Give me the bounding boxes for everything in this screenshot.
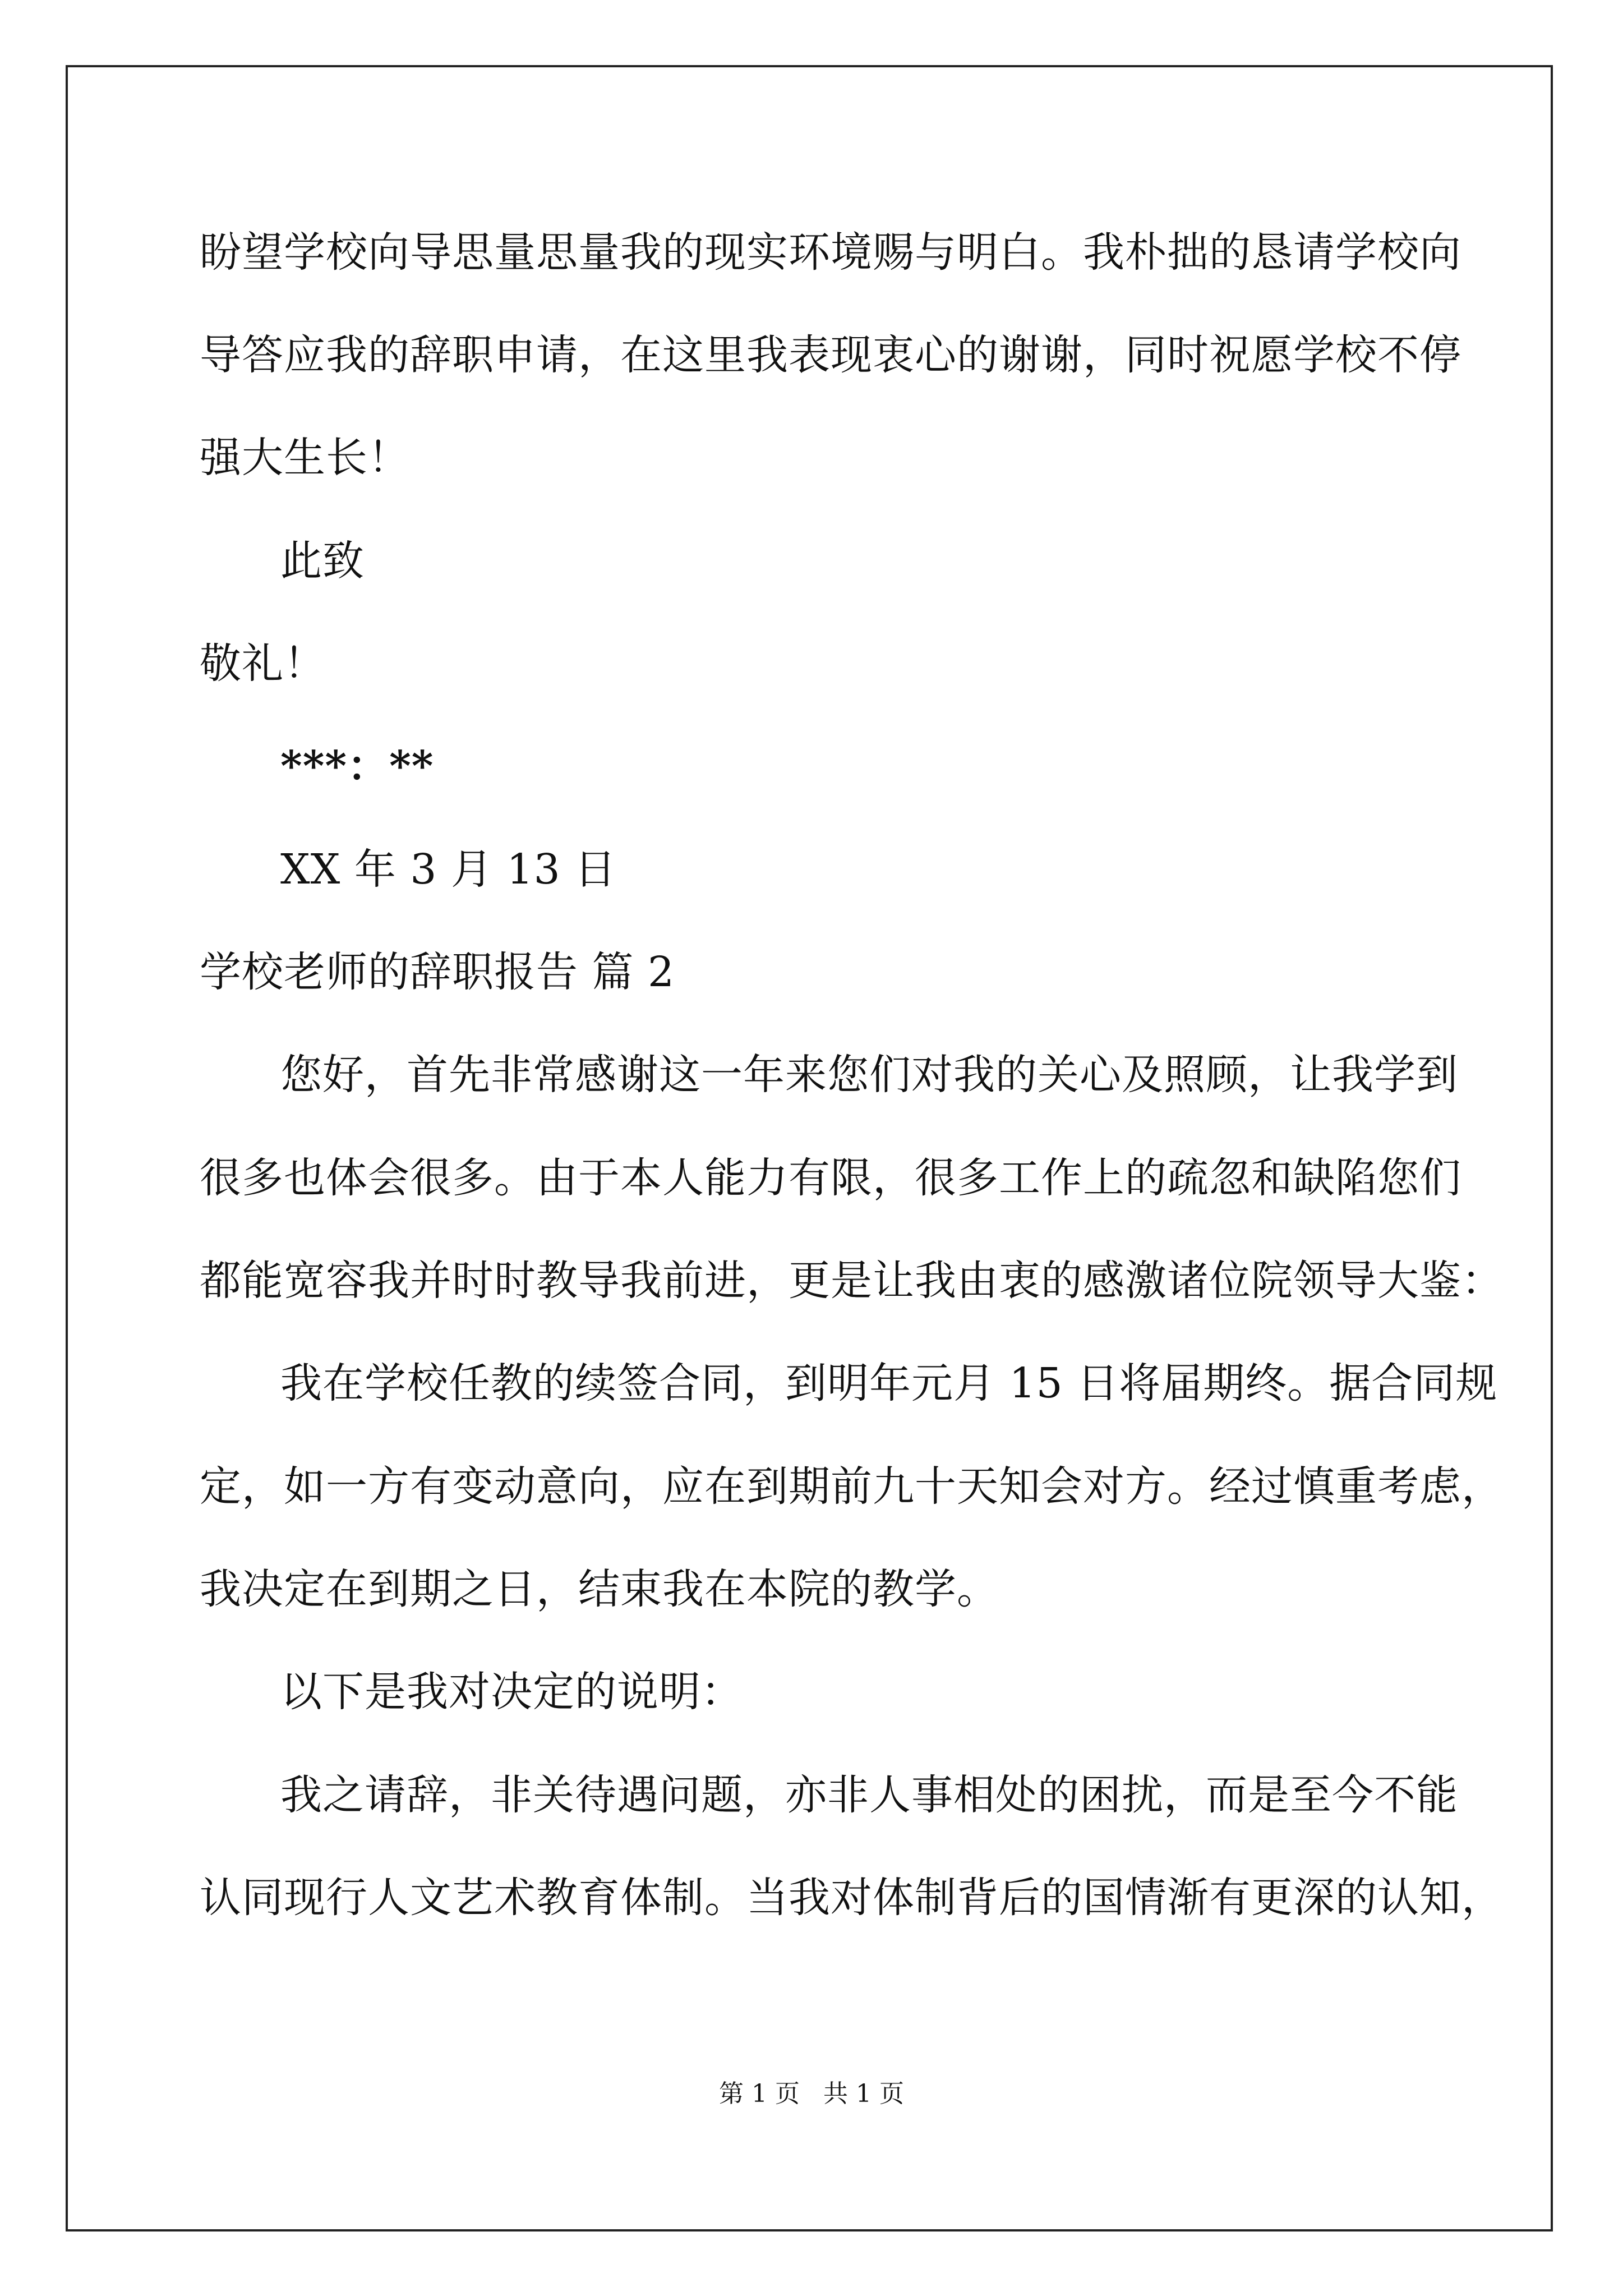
body-line-12: 我在学校任教的续签合同，到明年元月 15 日将届期终。据合同规	[280, 1359, 1498, 1407]
section-title: 学校老师的辞职报告 篇 2	[200, 948, 675, 996]
body-line-17: 认同现行人文艺术教育体制。当我对体制背后的国情渐有更深的认知，	[200, 1874, 1504, 1922]
signature-name: ***：**	[280, 742, 434, 790]
body-line-2: 导答应我的辞职申请，在这里我表现衷心的谢谢，同时祝愿学校不停	[200, 331, 1461, 379]
page-footer: 第 1 页 共 1 页	[719, 2079, 904, 2108]
body-line-9: 您好，首先非常感谢这一年来您们对我的关心及照顾，让我学到	[280, 1051, 1458, 1099]
body-line-3: 强大生长！	[200, 434, 410, 482]
closing-salutation: 此致	[280, 537, 365, 585]
body-line-13: 定，如一方有变动意向，应在到期前九十天知会对方。经过慎重考虑，	[200, 1462, 1504, 1511]
signature-date: XX 年 3 月 13 日	[280, 845, 617, 894]
closing-regards: 敬礼！	[200, 639, 326, 688]
body-line-15: 以下是我对决定的说明：	[280, 1668, 743, 1716]
body-line-14: 我决定在到期之日，结束我在本院的教学。	[200, 1565, 999, 1613]
body-line-1: 盼望学校向导思量思量我的现实环境赐与明白。我朴拙的恳请学校向	[200, 228, 1461, 277]
body-line-10: 很多也体会很多。由于本人能力有限，很多工作上的疏忽和缺陷您们	[200, 1154, 1461, 1202]
body-line-11: 都能宽容我并时时教导我前进，更是让我由衷的感激诸位院领导大鉴：	[200, 1257, 1504, 1305]
body-line-16: 我之请辞，非关待遇问题，亦非人事相处的困扰，而是至今不能	[280, 1771, 1458, 1819]
